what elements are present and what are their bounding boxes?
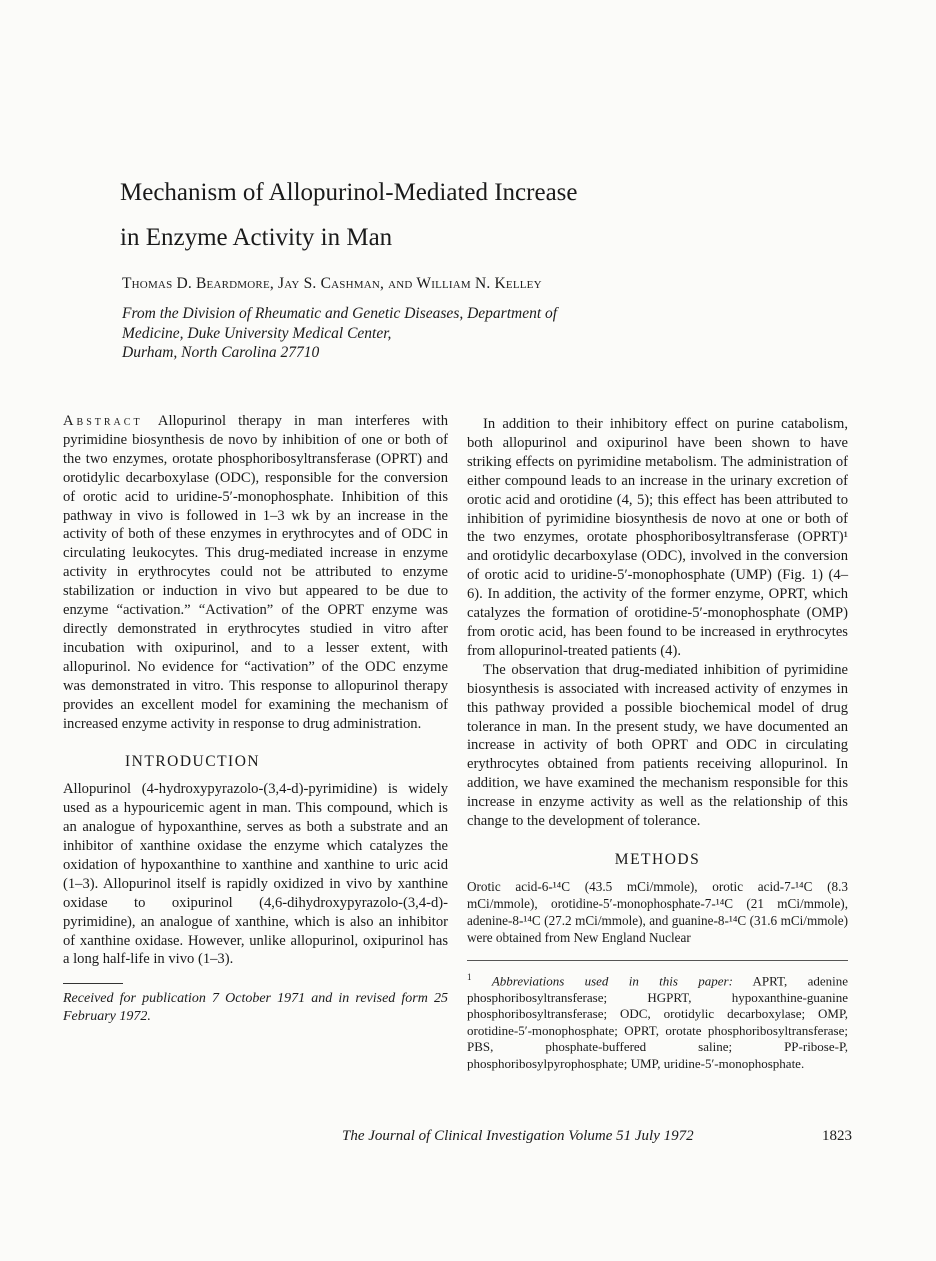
footnote-divider bbox=[63, 983, 123, 984]
title-line-2: in Enzyme Activity in Man bbox=[120, 224, 393, 251]
journal-citation: The Journal of Clinical Investigation Volume 51 July 1972 bbox=[342, 1128, 694, 1144]
abstract-label: Abstract bbox=[63, 413, 143, 429]
left-column bbox=[63, 412, 448, 1025]
right-column bbox=[467, 415, 848, 1073]
affiliation-line-3: Durham, North Carolina 27710 bbox=[122, 344, 320, 361]
methods-text: Orotic acid-6-¹⁴C (43.5 mCi/mmole), orotic acid-7-¹⁴C (8.3 mCi/mmole), orotidine-5′-monophosphate-7-¹⁴C (21 mCi/mmole), adenine-8-¹⁴C (27.2 mCi/mmole), and guanine-8-¹⁴C (31.6 mCi/mmole) were obtained from New England Nuclear bbox=[467, 878, 848, 946]
footnote-text: APRT, adenine phosphoribosyltransferase; HGPRT, hypoxanthine-guanine phosphoribosyltransferase; ODC, orotidylic decarboxylase; OMP, orotidine-5′-monophosphate; OPRT, orotate phosphoribosyltransferase; PBS, phosphate-buffered saline; PP-ribose-P, phosphoribosylpyrophosphate; UMP, uridine-5′-monophosphate. bbox=[467, 972, 849, 1071]
abstract-text: Allopurinol therapy in man interferes with pyrimidine biosynthesis de novo by inhibition of one or both of the two enzymes, orotate phosphoribosyltransferase (OPRT) and orotidylic decarboxylase (ODC), responsible for the conversion of orotic acid to uridine-5′-monophosphate. Inhibition of this pathway in vivo is followed in 1–3 wk by an increase in the activity of both of these enzymes in erythrocytes and of ODC in circulating leukocytes. This drug-mediated increase in enzyme activity in erythrocytes could not be attributed to enzyme stabilization or induction in vivo but appeared to be due to enzyme “activation.” “Activation” of the OPRT enzyme was directly demonstrated in erythrocytes studied in vitro after incubation with oxipurinol, and to a lesser extent, with allopurinol. No evidence for “activation” of the ODC enzyme was demonstrated in vitro. This response to allopurinol therapy provides an excellent model for examining the mechanism of increased enzyme activity in response to drug administration. bbox=[63, 413, 449, 732]
introduction-heading: INTRODUCTION bbox=[125, 753, 261, 771]
page-number: 1823 bbox=[822, 1128, 852, 1144]
right-paragraph-1: In addition to their inhibitory effect on purine catabolism, both allopurinol and oxipurinol have been shown to have striking effects on pyrimidine metabolism. The administration of either compound leads to an increase in the urinary excretion of orotic acid and orotidine (4, 5); this effect has been attributed to inhibition of pyrimidine biosynthesis de novo at one or both of the two enzymes, orotate phosphoribosyltransferase (OPRT)¹ and orotidylic decarboxylase (ODC), involved in the conversion of orotic acid to uridine-5′-monophosphate (UMP) (Fig. 1) (4–6). In addition, the activity of the former enzyme, OPRT, which catalyzes the formation of orotidine-5′-monophosphate (OMP) from orotic acid, has been found to be increased in erythrocytes from allopurinol-treated patients (4). bbox=[467, 416, 848, 659]
right-paragraph-2: The observation that drug-mediated inhibition of pyrimidine biosynthesis is associated with increased activity of enzymes in this pathway provided a possible biochemical model of drug tolerance in man. In the present study, we have documented an increase in activity of both OPRT and ODC in circulating erythrocytes obtained from patients receiving allopurinol. In addition, we have examined the mechanism responsible for this increase in enzyme activity as well as the relationship of this change to the development of tolerance. bbox=[467, 661, 848, 830]
page-footer bbox=[342, 1128, 852, 1145]
article-title bbox=[120, 170, 740, 260]
affiliation-line-1: From the Division of Rheumatic and Genetic Diseases, Department of bbox=[122, 305, 558, 322]
abstract bbox=[63, 412, 448, 733]
received-note: Received for publication 7 October 1971 and in revised form 25 February 1972. bbox=[63, 991, 448, 1024]
title-line-1: Mechanism of Allopurinol-Mediated Increase bbox=[120, 179, 578, 206]
methods-heading: METHODS bbox=[614, 850, 701, 868]
abbreviations-footnote bbox=[467, 960, 848, 1073]
footnote-label: Abbreviations used in this paper: bbox=[491, 972, 733, 988]
affiliation-line-2: Medicine, Duke University Medical Center, bbox=[122, 324, 392, 342]
footnote-marker: 1 bbox=[467, 971, 472, 982]
introduction-text: Allopurinol (4-hydroxypyrazolo-(3,4-d)-pyrimidine) is widely used as a hypouricemic agent in man. This compound, which is an analogue of hypoxanthine, serves as both a substrate and an inhibitor of xanthine oxidase the enzyme which catalyzes the oxidation of hypoxanthine to xanthine and xanthine to uric acid (1–3). Allopurinol itself is rapidly oxidized in vivo by xanthine oxidase to oxipurinol (4,6-dihydroxypyrazolo-(3,4-d)-pyrimidine), an analogue of xanthine, which is also an inhibitor of xanthine oxidase. However, unlike allopurinol, oxipurinol has a long half-life in vivo (1–3). bbox=[63, 781, 448, 968]
affiliation bbox=[122, 304, 557, 363]
author-list: Thomas D. Beardmore, Jay S. Cashman, and William N. Kelley bbox=[122, 275, 542, 292]
